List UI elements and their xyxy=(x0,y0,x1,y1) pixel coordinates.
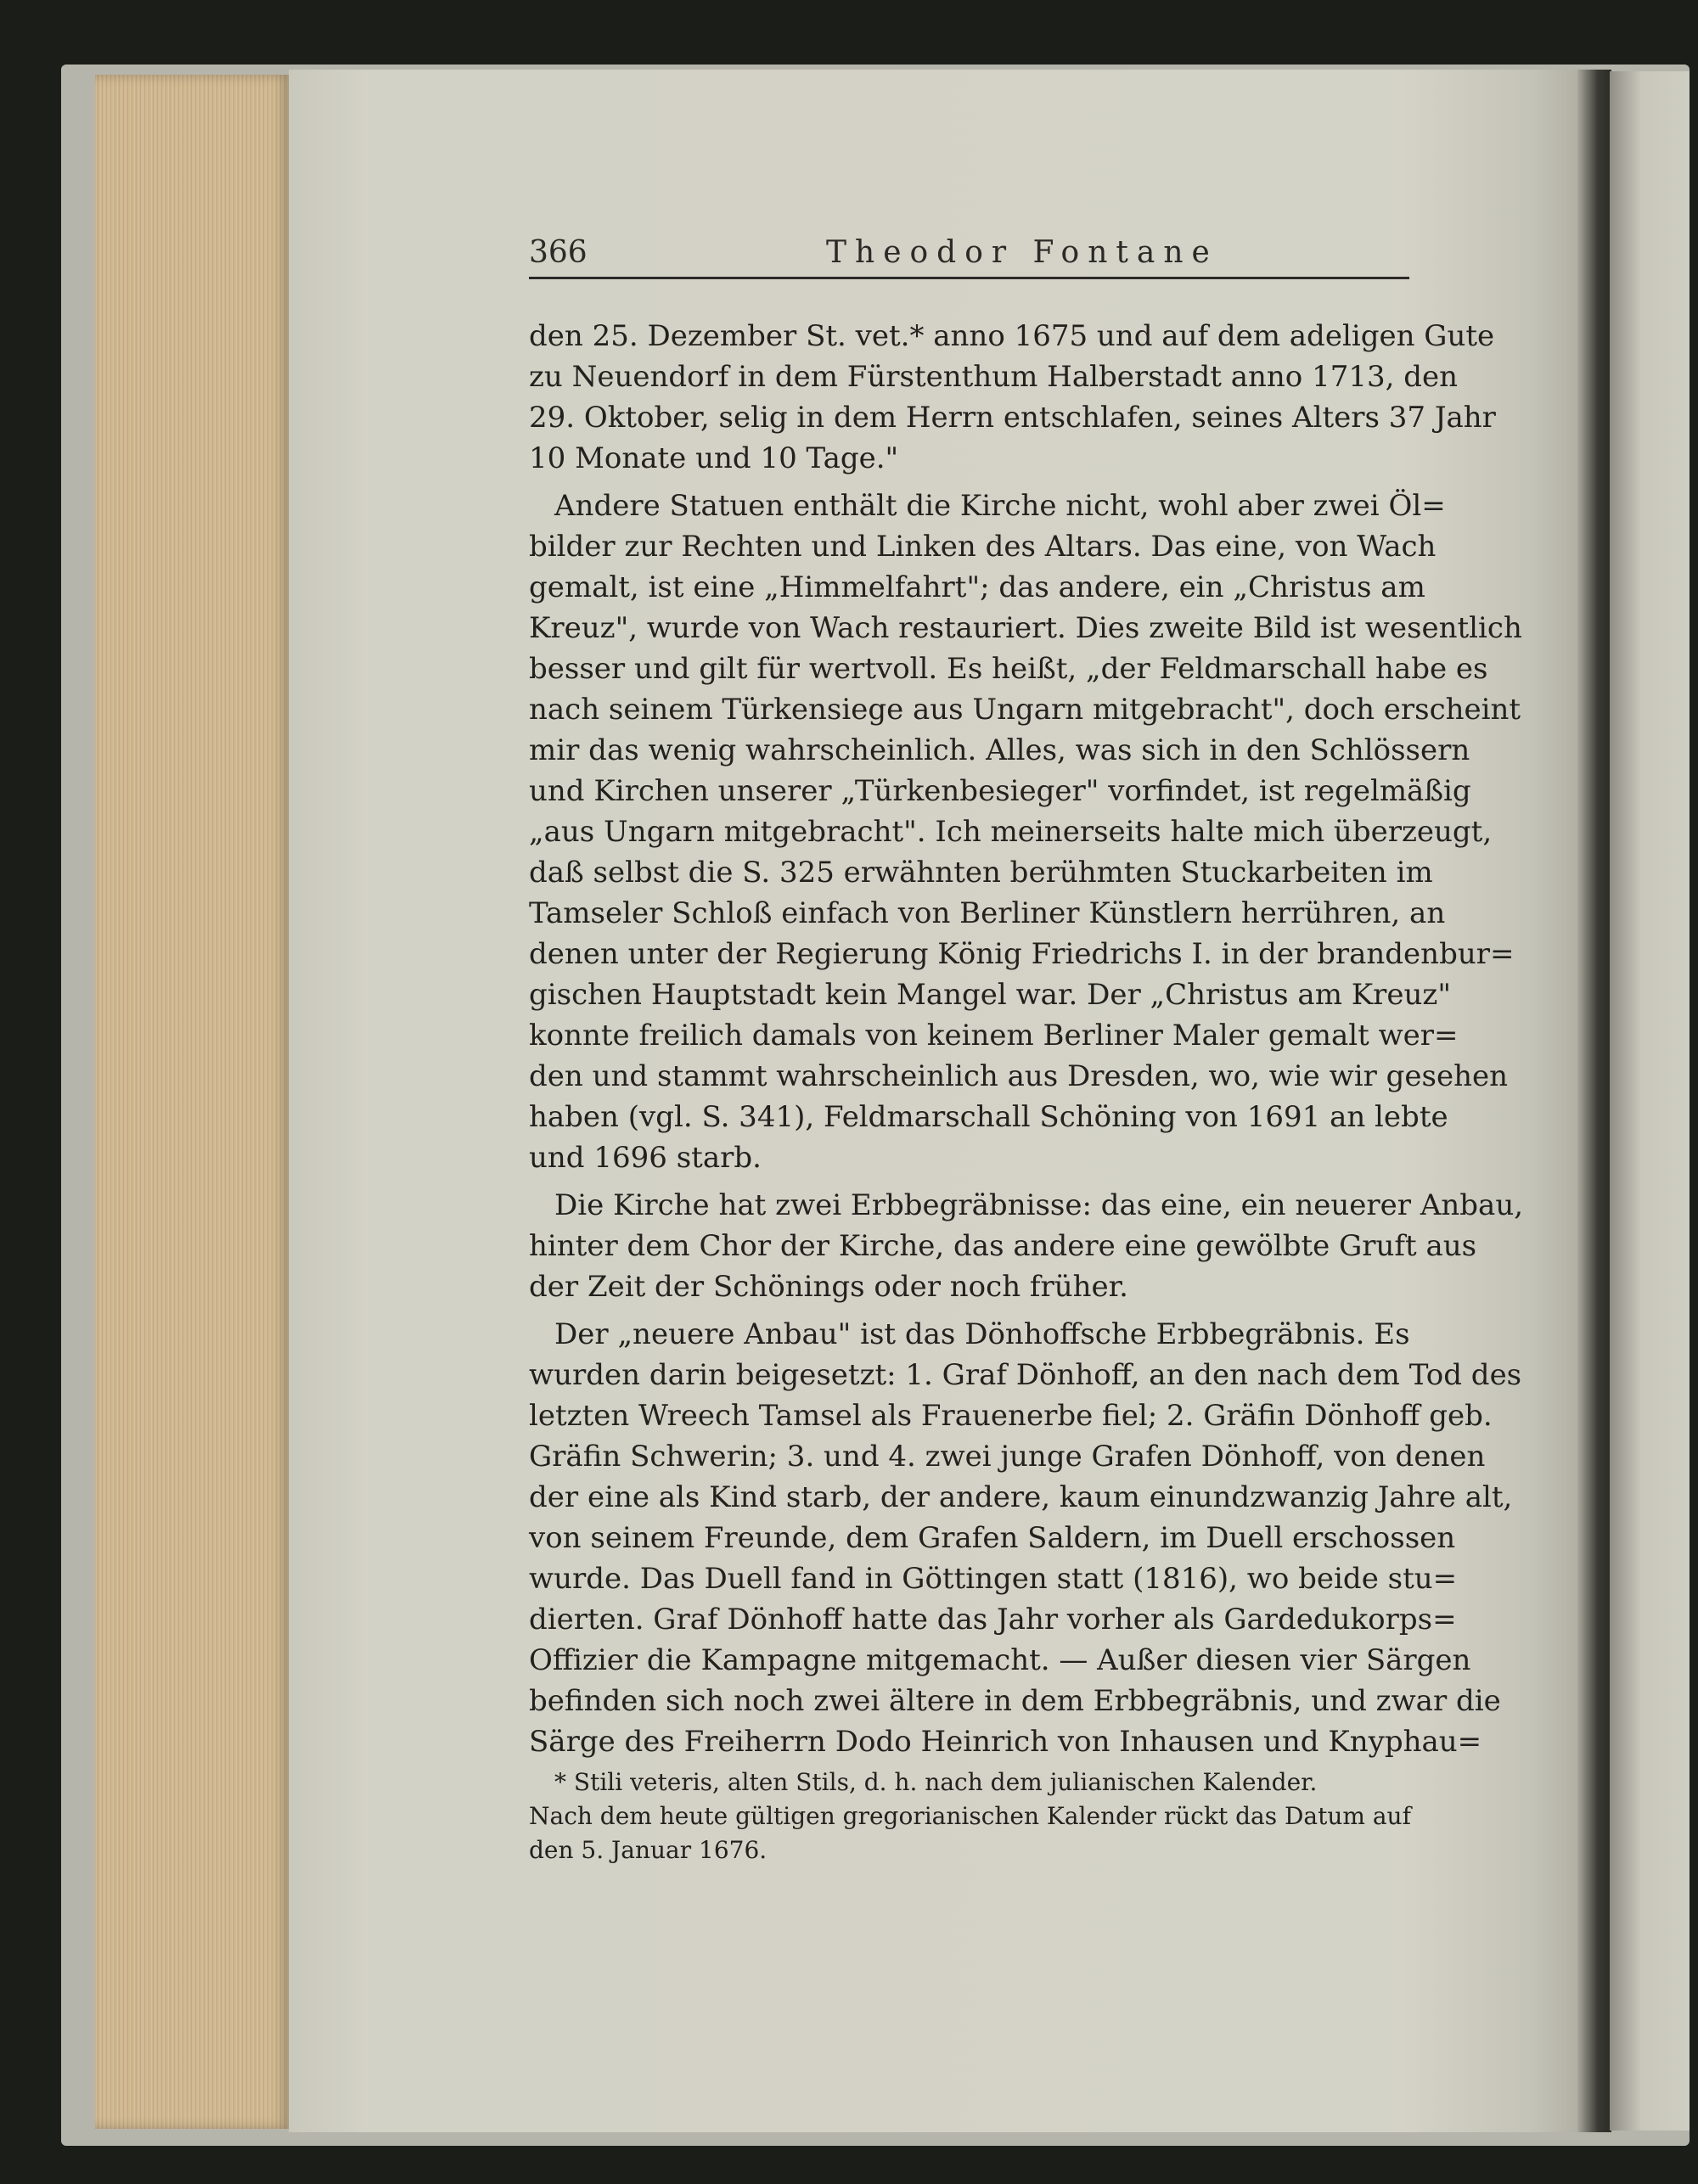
text-line: von seinem Freunde, dem Grafen Saldern, im Duell erschossen xyxy=(529,1521,1456,1555)
text-line: gischen Hauptstadt kein Mangel war. Der „Christus am Kreuz" xyxy=(529,978,1451,1012)
text-line: besser und gilt für wertvoll. Es heißt, „der Feldmarschall habe es xyxy=(529,652,1488,686)
text-line: der eine als Kind starb, der andere, kaum einundzwanzig Jahre alt, xyxy=(529,1480,1513,1514)
text-line: gemalt, ist eine „Himmelfahrt"; das andere, ein „Christus am xyxy=(529,570,1425,604)
footnotes xyxy=(529,1766,1409,1867)
body-text xyxy=(529,316,1524,1762)
text-line: und 1696 starb. xyxy=(529,1141,762,1175)
running-title: Theodor Fontane xyxy=(826,235,1218,270)
text-line: „aus Ungarn mitgebracht". Ich meinerseits halte mich überzeugt, xyxy=(529,815,1493,849)
paragraph-break xyxy=(529,479,1409,486)
text-line: Der „neuere Anbau" ist das Dönhoffsche Erbbegräbnis. Es xyxy=(554,1317,1410,1351)
facing-page-edge xyxy=(1610,71,1690,2131)
paragraph-break xyxy=(529,1307,1409,1314)
text-line: Tamseler Schloß einfach von Berliner Künstlern herrühren, an xyxy=(529,896,1446,930)
text-line: denen unter der Regierung König Friedrichs I. in der brandenbur= xyxy=(529,937,1515,971)
running-head xyxy=(529,234,1409,279)
text-line: Gräfin Schwerin; 3. und 4. zwei junge Grafen Dönhoff, von denen xyxy=(529,1440,1486,1474)
text-line: letzten Wreech Tamsel als Frauenerbe fiel; 2. Gräfin Dönhoff geb. xyxy=(529,1399,1493,1433)
text-line: 29. Oktober, selig in dem Herrn entschlafen, seines Alters 37 Jahr xyxy=(529,401,1496,435)
footnote-line: den 5. Januar 1676. xyxy=(529,1836,767,1864)
text-line: konnte freilich damals von keinem Berliner Maler gemalt wer= xyxy=(529,1019,1459,1053)
text-line: hinter dem Chor der Kirche, das andere eine gewölbte Gruft aus xyxy=(529,1229,1477,1263)
text-line: und Kirchen unserer „Türkenbesieger" vorfindet, ist regelmäßig xyxy=(529,774,1471,808)
paragraph-break xyxy=(529,1178,1409,1185)
page-number: 366 xyxy=(529,235,588,270)
text-line: nach seinem Türkensiege aus Ungarn mitgebracht", doch erscheint xyxy=(529,693,1521,727)
text-line: Die Kirche hat zwei Erbbegräbnisse: das eine, ein neuerer Anbau, xyxy=(554,1188,1524,1222)
text-line: befinden sich noch zwei ältere in dem Erbbegräbnis, und zwar die xyxy=(529,1684,1501,1718)
text-line: der Zeit der Schönings oder noch früher. xyxy=(529,1270,1128,1304)
text-line: haben (vgl. S. 341), Feldmarschall Schöning von 1691 an lebte xyxy=(529,1100,1448,1134)
text-line: Andere Statuen enthält die Kirche nicht, wohl aber zwei Öl= xyxy=(554,489,1446,523)
text-line: den und stammt wahrscheinlich aus Dresden, wo, wie wir gesehen xyxy=(529,1059,1508,1093)
text-line: dierten. Graf Dönhoff hatte das Jahr vorher als Gardedukorps= xyxy=(529,1603,1457,1637)
text-line: wurden darin beigesetzt: 1. Graf Dönhoff, an den nach dem Tod des xyxy=(529,1358,1522,1392)
page-gutter xyxy=(1577,70,1611,2132)
text-line: 10 Monate und 10 Tage." xyxy=(529,441,899,475)
text-line: den 25. Dezember St. vet.* anno 1675 und auf dem adeligen Gute xyxy=(529,319,1495,353)
footnote-line: * Stili veteris, alten Stils, d. h. nach dem julianischen Kalender. xyxy=(554,1768,1318,1796)
text-line: Särge des Freiherrn Dodo Heinrich von Inhausen und Knyphau= xyxy=(529,1725,1482,1759)
page-edges xyxy=(95,75,290,2129)
text-line: mir das wenig wahrscheinlich. Alles, was sich in den Schlössern xyxy=(529,733,1470,767)
text-line: Offizier die Kampagne mitgemacht. — Außer diesen vier Särgen xyxy=(529,1643,1471,1677)
footnote-line: Nach dem heute gültigen gregorianischen Kalender rückt das Datum auf xyxy=(529,1802,1411,1830)
text-line: Kreuz", wurde von Wach restauriert. Dies zweite Bild ist wesentlich xyxy=(529,611,1522,645)
text-line: bilder zur Rechten und Linken des Altars. Das eine, von Wach xyxy=(529,530,1437,564)
text-line: zu Neuendorf in dem Fürstenthum Halberstadt anno 1713, den xyxy=(529,360,1458,394)
text-line: daß selbst die S. 325 erwähnten berühmten Stuckarbeiten im xyxy=(529,856,1433,890)
text-line: wurde. Das Duell fand in Göttingen statt (1816), wo beide stu= xyxy=(529,1562,1458,1596)
